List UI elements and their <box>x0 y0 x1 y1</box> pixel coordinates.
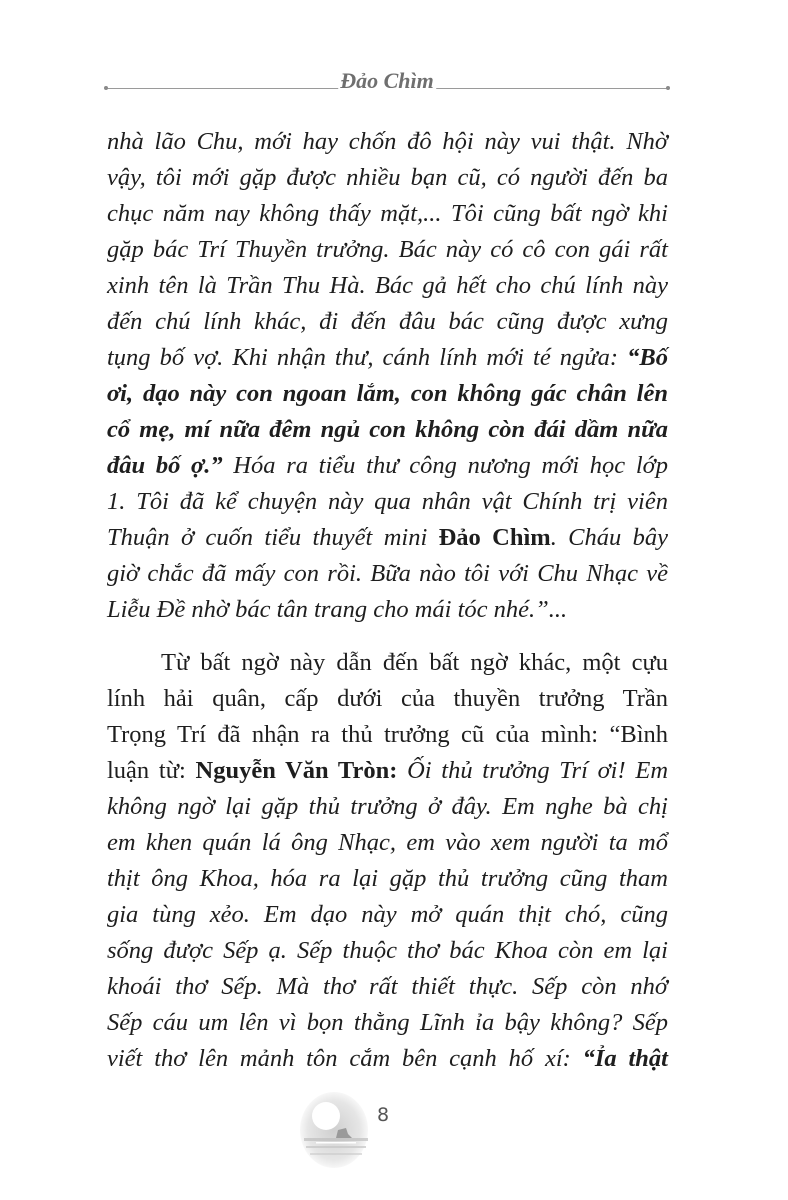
text-line <box>107 232 668 268</box>
text-run: em khen quán lá ông Nhạc, em vào xem người ta mổ <box>107 829 668 856</box>
text-run: Nguyễn Văn Tròn: <box>195 757 398 784</box>
text-run: cổ mẹ, mí nữa đêm ngủ con không còn đái dầm nữa <box>107 416 668 443</box>
text-line <box>107 376 668 412</box>
text-run: đâu bố ợ.” <box>107 452 223 479</box>
text-line <box>107 1041 668 1077</box>
text-run: chục năm nay không thấy mặt,... Tôi cũng bất ngờ khi <box>107 200 668 227</box>
text-line <box>107 196 668 232</box>
text-line <box>107 645 668 681</box>
text-line <box>107 520 668 556</box>
text-line <box>107 304 668 340</box>
running-header <box>104 66 670 98</box>
text-run: Thuận ở cuốn tiểu thuyết mini <box>107 524 439 551</box>
text-line <box>107 592 668 628</box>
text-run: Ối thủ trưởng Trí ơi! Em <box>397 757 669 784</box>
text-run: sống được Sếp ạ. Sếp thuộc thơ bác Khoa còn em lại <box>107 937 668 964</box>
text-line <box>107 556 668 592</box>
text-line <box>107 897 668 933</box>
text-run: xinh tên là Trần Thu Hà. Bác gả hết cho chú lính này <box>107 272 668 299</box>
text-run: nhà lão Chu, mới hay chốn đô hội này vui thật. Nhờ <box>107 128 668 155</box>
text-line <box>107 268 668 304</box>
page-number: 8 <box>377 1104 390 1126</box>
header-rule-dot-right <box>666 86 670 90</box>
text-line <box>107 681 668 717</box>
text-run: Từ bất ngờ này dẫn đến bất ngờ khác, một cựu <box>161 649 668 676</box>
text-line <box>107 969 668 1005</box>
text-run: vậy, tôi mới gặp được nhiều bạn cũ, có người đến ba <box>107 164 668 191</box>
text-run: gặp bác Trí Thuyền trưởng. Bác này có cô con gái rất <box>107 236 668 263</box>
paragraph <box>107 645 668 1077</box>
text-run: tụng bố vợ. Khi nhận thư, cánh lính mới té ngửa: <box>107 344 628 371</box>
text-line <box>107 789 668 825</box>
text-run: viết thơ lên mảnh tôn cắm bên cạnh hố xí: <box>107 1045 583 1072</box>
text-run: thịt ông Khoa, hóa ra lại gặp thủ trưởng cũng tham <box>107 865 668 892</box>
text-line <box>107 825 668 861</box>
text-line <box>107 448 668 484</box>
text-run: lính hải quân, cấp dưới của thuyền trưởng Trần <box>107 685 668 712</box>
text-line <box>107 484 668 520</box>
text-line <box>107 1005 668 1041</box>
text-run: “Bố <box>627 344 668 371</box>
text-run: . Cháu bây <box>550 524 669 551</box>
paragraph <box>107 124 668 628</box>
text-run: khoái thơ Sếp. Mà thơ rất thiết thực. Sếp còn nhớ <box>107 973 668 1000</box>
text-run: Hóa ra tiểu thư công nương mới học lớp <box>222 452 668 479</box>
text-run: Đảo Chìm <box>438 524 551 551</box>
text-run: “Ỉa thật <box>582 1045 668 1072</box>
text-line <box>107 861 668 897</box>
text-line <box>107 412 668 448</box>
text-line <box>107 160 668 196</box>
text-run: Liễu Đề nhờ bác tân trang cho mái tóc nhé.”... <box>107 596 568 623</box>
text-run: không ngờ lại gặp thủ trưởng ở đây. Em nghe bà chị <box>107 793 668 820</box>
text-line <box>107 717 668 753</box>
text-run: Sếp cáu um lên vì bọn thằng Lĩnh ỉa bậy không? Sếp <box>107 1009 668 1036</box>
body-text <box>107 124 668 1077</box>
text-run: đến chú lính khác, đi đến đâu bác cũng được xưng <box>107 308 668 335</box>
text-run: 1. Tôi đã kể chuyện này qua nhân vật Chính trị viên <box>107 488 668 515</box>
text-run: gia tùng xẻo. Em dạo này mở quán thịt chó, cũng <box>107 901 668 928</box>
text-run: giờ chắc đã mấy con rồi. Bữa nào tôi với Chu Nhạc về <box>107 560 668 587</box>
text-run: Trọng Trí đã nhận ra thủ trưởng cũ của mình: “Bình <box>107 721 668 748</box>
text-line <box>107 340 668 376</box>
text-line <box>107 933 668 969</box>
moon-over-sea-boat-illustration <box>296 1090 374 1170</box>
header-rule-dot-left <box>104 86 108 90</box>
text-line <box>107 124 668 160</box>
text-line <box>107 753 668 789</box>
text-run: ơi, dạo này con ngoan lắm, con không gác chân lên <box>107 380 668 407</box>
text-run: luận từ: <box>107 757 196 784</box>
book-title: Đảo Chìm <box>340 68 434 93</box>
